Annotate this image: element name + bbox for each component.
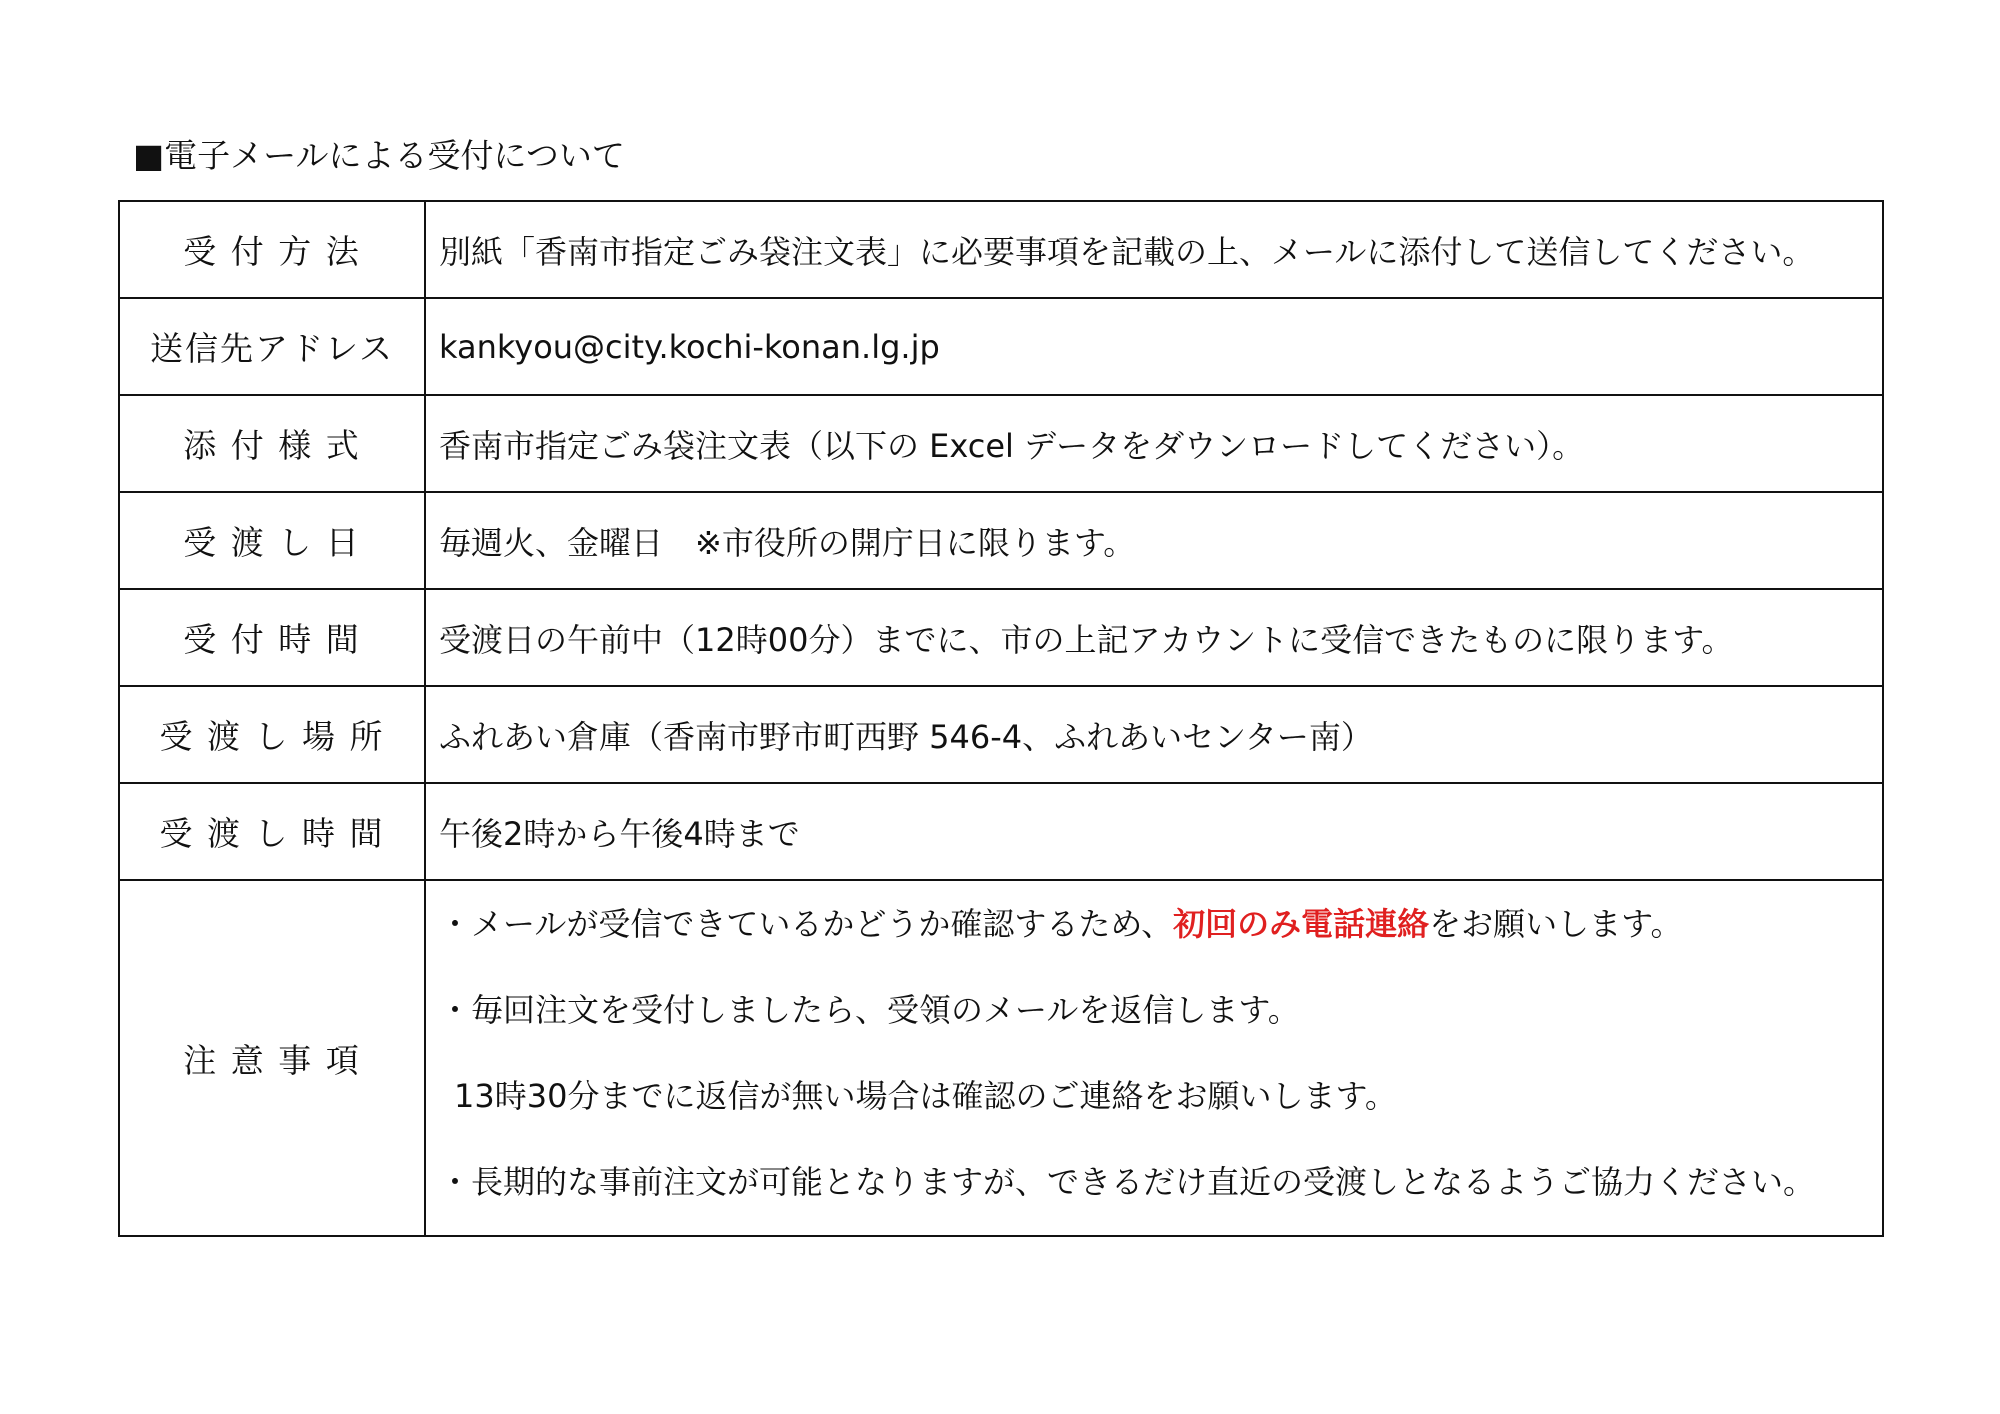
table-row-reception-method xyxy=(119,201,1883,298)
note-line-4: ・長期的な事前注文が可能となりますが、できるだけ直近の受渡しとなるようご協力ください。 xyxy=(439,1163,1816,1201)
row-value: 毎週火、金曜日 ※市役所の開庁日に限ります。 xyxy=(425,492,1883,589)
table-row-delivery-place xyxy=(119,686,1883,783)
email-reception-table xyxy=(118,200,1884,1237)
email-address-link[interactable]: kankyou@city.kochi-konan.lg.jp xyxy=(425,298,1883,395)
row-value: 別紙「香南市指定ごみ袋注文表」に必要事項を記載の上、メールに添付して送信してください。 xyxy=(425,201,1883,298)
note-text: ・メールが受信できているかどうか確認するため、 xyxy=(439,905,1174,943)
row-value: 受渡日の午前中（12時00分）までに、市の上記アカウントに受信できたものに限ります。 xyxy=(425,589,1883,686)
note-highlight: 初回のみ電話連絡 xyxy=(1173,905,1430,943)
row-label: 注 意 事 項 xyxy=(119,880,425,1236)
row-label: 添 付 様 式 xyxy=(119,395,425,492)
notes-list xyxy=(426,881,1882,1235)
table-row-reception-time xyxy=(119,589,1883,686)
table-row-email-address xyxy=(119,298,1883,395)
row-label: 受 渡 し 時 間 xyxy=(119,783,425,880)
note-line-3: 13時30分までに返信が無い場合は確認のご連絡をお願いします。 xyxy=(454,1077,1397,1115)
table-row-attachment-format xyxy=(119,395,1883,492)
section-heading: ■電子メールによる受付について xyxy=(133,136,625,175)
row-label: 受 渡 し 場 所 xyxy=(119,686,425,783)
note-line-1 xyxy=(439,891,1882,977)
row-label: 受 付 時 間 xyxy=(119,589,425,686)
row-value: ふれあい倉庫（香南市野市町西野 546-4、ふれあいセンター南） xyxy=(425,686,1883,783)
notes-cell xyxy=(425,880,1883,1236)
row-label: 受 渡 し 日 xyxy=(119,492,425,589)
note-line-2: ・毎回注文を受付しましたら、受領のメールを返信します。 xyxy=(439,991,1300,1029)
row-label: 送信先アドレス xyxy=(119,298,425,395)
row-value: 香南市指定ごみ袋注文表（以下の Excel データをダウンロードしてください）。 xyxy=(425,395,1883,492)
row-label: 受 付 方 法 xyxy=(119,201,425,298)
row-value: 午後2時から午後4時まで xyxy=(425,783,1883,880)
table-row-delivery-days xyxy=(119,492,1883,589)
table-row-notes xyxy=(119,880,1883,1236)
note-text: をお願いします。 xyxy=(1429,905,1683,943)
table-row-delivery-time xyxy=(119,783,1883,880)
